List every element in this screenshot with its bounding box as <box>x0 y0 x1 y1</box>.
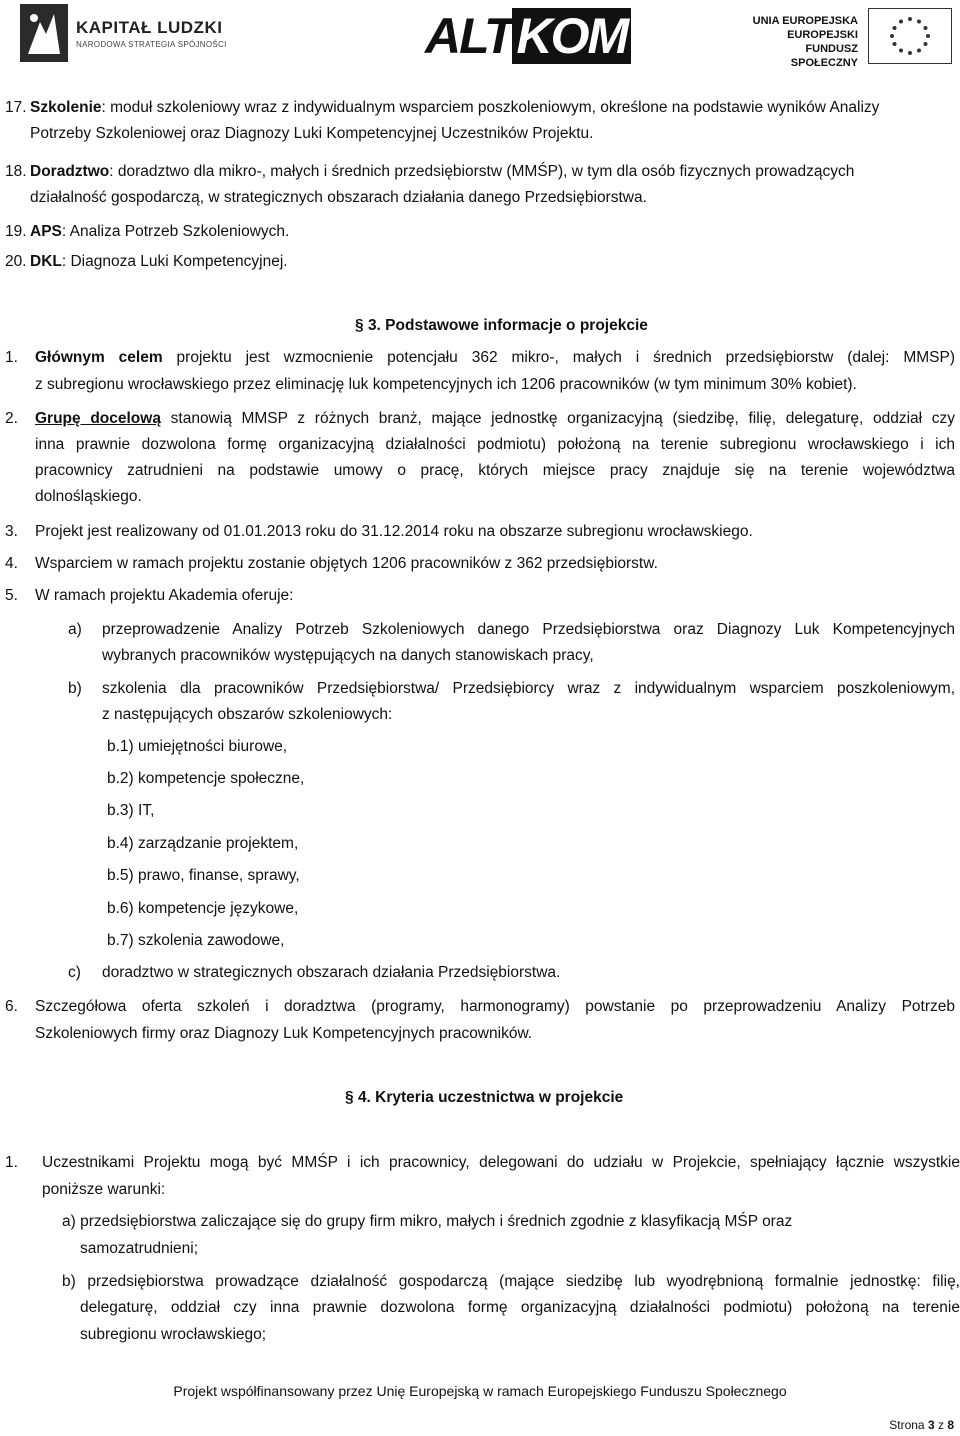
definition-18-line1 <box>30 162 854 182</box>
definition-19 <box>30 222 289 242</box>
altkom-logo-part1: ALT <box>425 8 513 64</box>
s3-p2-bold: Grupę docelową <box>35 410 161 427</box>
s3-p1-text1: projektu jest wzmocnienie potencjału 362 mikro-, małych i średnich przedsiębiorstw (dalej: MMSP) <box>176 349 956 366</box>
s3-p6-line2: Szkoleniowych firmy oraz Diagnozy Luk Kompetencyjnych pracowników. <box>35 1025 533 1042</box>
definition-20 <box>30 252 288 272</box>
s3-p4: Wsparciem w ramach projektu zostanie objętych 1206 pracowników z 362 przedsiębiorstw. <box>35 555 658 572</box>
list-item: b.5) prawo, finanse, sprawy, <box>107 867 300 884</box>
kapital-ludzki-emblem-icon <box>20 4 68 62</box>
s3-p2-line3: pracownicy zatrudnieni na podstawie umowy o pracę, których miejsce pracy znajduje się na terenie województwa <box>35 462 955 479</box>
s3-a-label: a) <box>68 621 82 638</box>
list-item: b.2) kompetencje społeczne, <box>107 770 305 787</box>
altkom-logo <box>425 6 631 66</box>
kl-title: KAPITAŁ LUDZKI <box>76 17 223 37</box>
definition-19-num: 19. <box>5 223 27 240</box>
definition-17-num: 17. <box>5 99 27 116</box>
s3-p3: Projekt jest realizowany od 01.01.2013 roku do 31.12.2014 roku na obszarze subregionu wrocławskiego. <box>35 523 753 540</box>
definition-18-term: Doradztwo <box>30 163 110 180</box>
s4-p1-line2: poniższe warunki: <box>42 1181 166 1198</box>
list-item: b.7) szkolenia zawodowe, <box>107 932 285 949</box>
s3-p1-num: 1. <box>5 349 18 366</box>
s3-p2-line2: inna prawnie dozwolona formę organizacyjną działalności podmiotu) położoną na terenie subregionu wrocławskiego i ich <box>35 436 955 453</box>
definition-19-term: APS <box>30 223 62 240</box>
ue-line3: FUNDUSZ SPOŁECZNY <box>790 43 858 69</box>
page-header <box>0 0 960 72</box>
kl-subtitle: NARODOWA STRATEGIA SPÓJNOŚCI <box>76 39 227 49</box>
kapital-ludzki-logo <box>20 4 227 62</box>
definition-18-text: : doradztwo dla mikro-, małych i średnich przedsiębiorstw (MMŚP), w tym dla osób fizycznych prowadzących <box>109 163 855 180</box>
s3-p6-num: 6. <box>5 998 18 1015</box>
s3-p2-text1: stanowią MMSP z różnych branż, mające jednostkę organizacyjną (siedzibę, filię, delegaturę, oddział czy <box>170 410 955 427</box>
list-item: b.4) zarządzanie projektem, <box>107 835 299 852</box>
page-number <box>889 1418 954 1432</box>
section-3-heading <box>355 316 648 336</box>
s3-p1-line1 <box>35 348 955 368</box>
definition-18-line2: działalność gospodarczą, w strategicznych obszarach działania danego Przedsiębiorstwa. <box>30 189 647 206</box>
definition-18-num: 18. <box>5 163 27 180</box>
definition-20-text: : Diagnoza Luki Kompetencyjnej. <box>61 253 288 270</box>
ue-line1: UNIA EUROPEJSKA <box>752 15 858 27</box>
page-current: 3 <box>927 1418 935 1432</box>
s3-p6-line1: Szczegółowa oferta szkoleń i doradztwa (programy, harmonogramy) powstanie po przeprowadzeniu Analizy Potrzeb <box>35 998 955 1015</box>
s3-b-label: b) <box>68 680 82 697</box>
definition-17-text: : moduł szkoleniowy wraz z indywidualnym wsparciem poszkoleniowym, określone na podstawie wyników Analizy <box>101 99 880 116</box>
s3-c: doradztwo w strategicznych obszarach działania Przedsiębiorstwa. <box>102 964 561 981</box>
s4-p1-line1: Uczestnikami Projektu mogą być MMŚP i ich pracownicy, delegowani do udziału w Projekcie, spełniający łącznie wszystkie <box>42 1154 960 1171</box>
s3-p2-num: 2. <box>5 410 18 427</box>
s4-b-line1: b) przedsiębiorstwa prowadzące działalność gospodarczą (mające siedzibę lub wyodrębnioną formalnie jednostkę: filię, <box>62 1273 960 1290</box>
s3-p2-line4: dolnośląskiego. <box>35 488 142 505</box>
s3-c-label: c) <box>68 964 81 981</box>
s3-b-line1: szkolenia dla pracowników Przedsiębiorstwa/ Przedsiębiorcy wraz z indywidualnym wsparciem poszkoleniowym, <box>102 680 955 697</box>
definition-20-num: 20. <box>5 253 27 270</box>
definition-17-line1 <box>30 98 879 118</box>
s3-a-line1: przeprowadzenie Analizy Potrzeb Szkoleniowych danego Przedsiębiorstwa oraz Diagnozy Luk Kompetencyjnych <box>102 621 955 638</box>
s4-b-line3: subregionu wrocławskiego; <box>80 1326 267 1343</box>
page-footer: Projekt współfinansowany przez Unię Europejską w ramach Europejskiego Funduszu Społecznego <box>173 1383 787 1399</box>
s4-p1-num: 1. <box>5 1154 18 1171</box>
s4-a-line2: samozatrudnieni; <box>80 1240 199 1257</box>
page-prefix: Strona <box>889 1418 925 1432</box>
ue-line2: EUROPEJSKI <box>787 29 858 41</box>
eu-flag-icon <box>868 8 952 64</box>
definition-20-term: DKL <box>30 253 62 270</box>
list-item: b.6) kompetencje językowe, <box>107 900 299 917</box>
list-item: b.1) umiejętności biurowe, <box>107 738 288 755</box>
s3-p5-num: 5. <box>5 587 18 604</box>
s4-b-line2: delegaturę, oddział czy inna prawnie dozwolona formę organizacyjną działalności podmiotu) położoną na terenie <box>80 1299 960 1316</box>
page-sep: z <box>937 1418 944 1432</box>
definition-17-term: Szkolenie <box>30 99 102 116</box>
page-total: 8 <box>947 1418 954 1432</box>
section-3-sign: § <box>355 317 364 334</box>
s3-b-line2: z następujących obszarów szkoleniowych: <box>102 706 393 723</box>
s3-p5: W ramach projektu Akademia oferuje: <box>35 587 294 604</box>
section-4-heading <box>345 1088 623 1108</box>
s3-p4-num: 4. <box>5 555 18 572</box>
s3-p1-line2: z subregionu wrocławskiego przez eliminację luk kompetencyjnych ich 1206 pracowników (w tym minimum 30% kobiet). <box>35 376 857 393</box>
section-4-title: 4. Kryteria uczestnictwa w projekcie <box>357 1089 624 1106</box>
altkom-logo-part2: KOM <box>512 8 631 64</box>
definition-19-text: : Analiza Potrzeb Szkoleniowych. <box>61 223 290 240</box>
list-item: b.3) IT, <box>107 802 155 819</box>
s3-p1-bold: Głównym celem <box>35 349 163 366</box>
ue-label <box>752 14 858 70</box>
definition-17-line2: Potrzeby Szkoleniowej oraz Diagnozy Luki Kompetencyjnej Uczestników Projektu. <box>30 125 594 142</box>
s3-p2-line1 <box>35 409 955 429</box>
section-3-title: 3. Podstawowe informacje o projekcie <box>367 317 648 334</box>
s3-a-line2: wybranych pracowników występujących na danych stanowiskach pracy, <box>102 647 594 664</box>
section-4-sign: § <box>345 1089 354 1106</box>
s4-a-line1: a) przedsiębiorstwa zaliczające się do grupy firm mikro, małych i średnich zgodnie z klasyfikacją MŚP oraz <box>62 1213 793 1230</box>
s3-p3-num: 3. <box>5 523 18 540</box>
